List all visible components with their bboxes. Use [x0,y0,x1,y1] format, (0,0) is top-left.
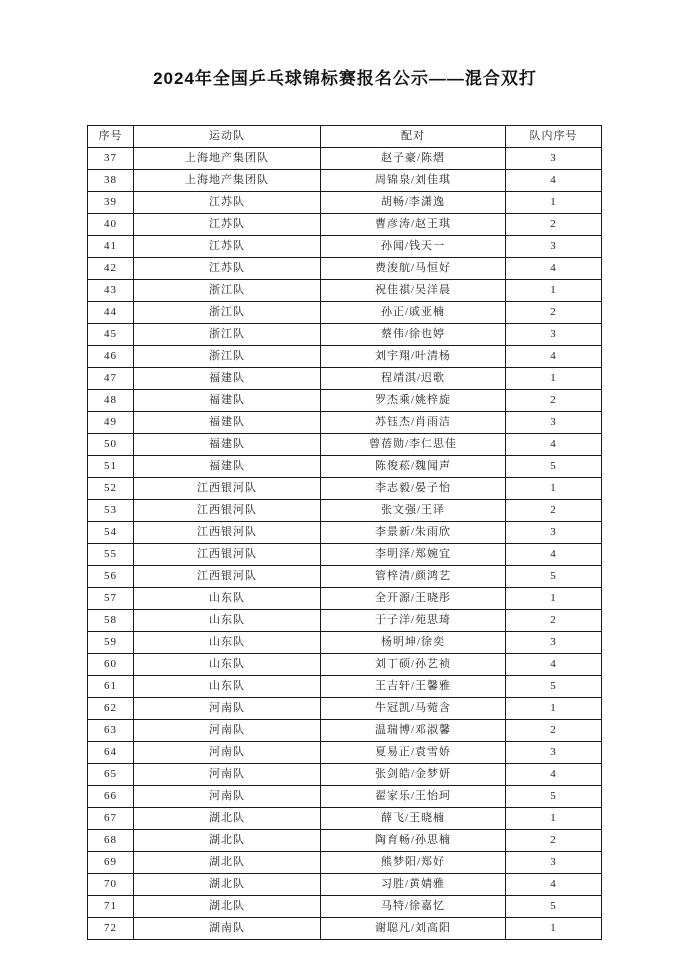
pairing-cell: 曾蓓勋/李仁思佳 [321,434,506,456]
pairing-cell: 罗杰乘/姚梓旋 [321,390,506,412]
serial-number-cell: 38 [88,170,134,192]
pairing-cell: 温瑞博/邓淑馨 [321,720,506,742]
registration-table [87,125,602,940]
team-cell: 福建队 [134,434,321,456]
pairing-cell: 孙闻/钱天一 [321,236,506,258]
team-cell: 浙江队 [134,324,321,346]
team-serial-cell: 1 [506,808,602,830]
team-cell: 浙江队 [134,280,321,302]
team-cell: 江西银河队 [134,500,321,522]
table-row [88,654,602,676]
table-row [88,258,602,280]
table-row [88,764,602,786]
pairing-cell: 张剑皓/金梦妍 [321,764,506,786]
team-cell: 山东队 [134,676,321,698]
serial-number-cell: 64 [88,742,134,764]
table-row [88,192,602,214]
team-serial-cell: 5 [506,786,602,808]
table-row [88,434,602,456]
serial-number-cell: 50 [88,434,134,456]
team-cell: 山东队 [134,588,321,610]
pairing-cell: 刘宇翔/叶清杨 [321,346,506,368]
table-row [88,302,602,324]
team-serial-cell: 5 [506,676,602,698]
pairing-cell: 于子洋/苑思琦 [321,610,506,632]
serial-number-cell: 55 [88,544,134,566]
team-serial-cell: 3 [506,632,602,654]
team-serial-cell: 4 [506,544,602,566]
serial-number-cell: 60 [88,654,134,676]
pairing-cell: 王吉轩/王馨雅 [321,676,506,698]
team-serial-cell: 3 [506,236,602,258]
serial-number-cell: 70 [88,874,134,896]
pairing-cell: 周锦泉/刘佳琪 [321,170,506,192]
pairing-cell: 李明泽/郑婉宜 [321,544,506,566]
team-cell: 河南队 [134,720,321,742]
serial-number-cell: 63 [88,720,134,742]
team-serial-cell: 3 [506,324,602,346]
team-serial-cell: 1 [506,588,602,610]
serial-number-cell: 71 [88,896,134,918]
team-cell: 江苏队 [134,214,321,236]
serial-number-cell: 65 [88,764,134,786]
team-cell: 福建队 [134,368,321,390]
team-serial-cell: 2 [506,500,602,522]
table-row [88,874,602,896]
team-cell: 河南队 [134,786,321,808]
team-cell: 福建队 [134,456,321,478]
team-serial-cell: 4 [506,434,602,456]
serial-number-cell: 44 [88,302,134,324]
team-cell: 江苏队 [134,192,321,214]
team-serial-cell: 3 [506,412,602,434]
serial-number-cell: 41 [88,236,134,258]
pairing-cell: 翟家乐/王怡珂 [321,786,506,808]
team-serial-cell: 2 [506,830,602,852]
team-cell: 福建队 [134,390,321,412]
serial-number-cell: 42 [88,258,134,280]
table-row [88,588,602,610]
pairing-cell: 陈俊菘/魏闻声 [321,456,506,478]
team-cell: 湖北队 [134,896,321,918]
pairing-cell: 张文强/王译 [321,500,506,522]
team-cell: 河南队 [134,764,321,786]
serial-number-cell: 48 [88,390,134,412]
pairing-cell: 熊梦阳/郑好 [321,852,506,874]
team-cell: 湖北队 [134,808,321,830]
team-cell: 山东队 [134,654,321,676]
table-row [88,148,602,170]
serial-number-cell: 66 [88,786,134,808]
team-cell: 山东队 [134,632,321,654]
pairing-cell: 牛冠凯/马菀含 [321,698,506,720]
team-cell: 江西银河队 [134,544,321,566]
serial-number-cell: 62 [88,698,134,720]
serial-number-cell: 58 [88,610,134,632]
table-row [88,456,602,478]
pairing-cell: 夏易正/袁雪娇 [321,742,506,764]
table-row [88,610,602,632]
serial-number-cell: 61 [88,676,134,698]
team-serial-cell: 1 [506,368,602,390]
team-cell: 江苏队 [134,236,321,258]
table-row [88,478,602,500]
table-row [88,566,602,588]
pairing-cell: 祝佳祺/吴洋晨 [321,280,506,302]
team-cell: 河南队 [134,698,321,720]
team-cell: 上海地产集团队 [134,170,321,192]
team-cell: 湖北队 [134,852,321,874]
table-row [88,896,602,918]
table-row [88,500,602,522]
team-cell: 浙江队 [134,346,321,368]
team-cell: 湖北队 [134,830,321,852]
pairing-cell: 赵子豪/陈熠 [321,148,506,170]
team-serial-cell: 5 [506,456,602,478]
serial-number-cell: 52 [88,478,134,500]
team-serial-cell: 3 [506,742,602,764]
team-serial-cell: 4 [506,764,602,786]
serial-number-cell: 57 [88,588,134,610]
serial-number-cell: 69 [88,852,134,874]
header-pairing: 配对 [321,126,506,148]
team-serial-cell: 5 [506,566,602,588]
pairing-cell: 苏钰杰/肖雨洁 [321,412,506,434]
table-row [88,368,602,390]
table-row [88,808,602,830]
serial-number-cell: 40 [88,214,134,236]
team-cell: 福建队 [134,412,321,434]
team-serial-cell: 2 [506,610,602,632]
pairing-cell: 蔡伟/徐也婷 [321,324,506,346]
table-row [88,852,602,874]
table-row [88,544,602,566]
pairing-cell: 李志毅/晏子怡 [321,478,506,500]
serial-number-cell: 67 [88,808,134,830]
team-serial-cell: 4 [506,170,602,192]
team-cell: 江西银河队 [134,566,321,588]
table-row [88,742,602,764]
team-serial-cell: 1 [506,280,602,302]
team-serial-cell: 2 [506,214,602,236]
pairing-cell: 曹彦涛/赵王琪 [321,214,506,236]
team-serial-cell: 1 [506,478,602,500]
serial-number-cell: 45 [88,324,134,346]
header-serial-number: 序号 [88,126,134,148]
page-title: 2024年全国乒乓球锦标赛报名公示——混合双打 [153,69,537,88]
team-serial-cell: 5 [506,896,602,918]
table-row [88,522,602,544]
team-cell: 河南队 [134,742,321,764]
team-cell: 浙江队 [134,302,321,324]
pairing-cell: 谢聪凡/刘高阳 [321,918,506,940]
team-serial-cell: 1 [506,698,602,720]
team-serial-cell: 2 [506,302,602,324]
table-row [88,236,602,258]
serial-number-cell: 59 [88,632,134,654]
team-cell: 山东队 [134,610,321,632]
team-serial-cell: 2 [506,390,602,412]
table-row [88,346,602,368]
pairing-cell: 习胜/黄婧雅 [321,874,506,896]
team-serial-cell: 3 [506,522,602,544]
pairing-cell: 孙正/戚亚楠 [321,302,506,324]
pairing-cell: 全开源/王晓彤 [321,588,506,610]
team-serial-cell: 1 [506,192,602,214]
serial-number-cell: 54 [88,522,134,544]
pairing-cell: 薛飞/王晓楠 [321,808,506,830]
header-team-serial: 队内序号 [506,126,602,148]
table-body [88,148,602,940]
team-serial-cell: 1 [506,918,602,940]
table-row [88,676,602,698]
team-cell: 江苏队 [134,258,321,280]
team-cell: 湖北队 [134,874,321,896]
team-serial-cell: 4 [506,258,602,280]
serial-number-cell: 56 [88,566,134,588]
serial-number-cell: 43 [88,280,134,302]
table-row [88,720,602,742]
header-team: 运动队 [134,126,321,148]
serial-number-cell: 46 [88,346,134,368]
table-row [88,170,602,192]
team-cell: 湖南队 [134,918,321,940]
pairing-cell: 杨明坤/徐奕 [321,632,506,654]
serial-number-cell: 39 [88,192,134,214]
pairing-cell: 胡畅/李潇逸 [321,192,506,214]
team-serial-cell: 3 [506,148,602,170]
team-serial-cell: 2 [506,720,602,742]
team-serial-cell: 3 [506,852,602,874]
table-row [88,830,602,852]
serial-number-cell: 37 [88,148,134,170]
table-row [88,632,602,654]
serial-number-cell: 53 [88,500,134,522]
table-row [88,280,602,302]
pairing-cell: 陶育畅/孙思楠 [321,830,506,852]
pairing-cell: 李景新/朱雨欣 [321,522,506,544]
serial-number-cell: 68 [88,830,134,852]
table-row [88,390,602,412]
team-serial-cell: 4 [506,346,602,368]
table-row [88,918,602,940]
pairing-cell: 费浚航/马恒好 [321,258,506,280]
pairing-cell: 管梓清/颜鸿艺 [321,566,506,588]
table-row [88,324,602,346]
pairing-cell: 马特/徐嘉忆 [321,896,506,918]
table-row [88,786,602,808]
pairing-cell: 程靖淇/迟歌 [321,368,506,390]
team-serial-cell: 4 [506,654,602,676]
table-row [88,214,602,236]
serial-number-cell: 49 [88,412,134,434]
team-cell: 上海地产集团队 [134,148,321,170]
table-row [88,698,602,720]
serial-number-cell: 51 [88,456,134,478]
team-serial-cell: 4 [506,874,602,896]
team-cell: 江西银河队 [134,522,321,544]
serial-number-cell: 72 [88,918,134,940]
serial-number-cell: 47 [88,368,134,390]
pairing-cell: 刘丁硕/孙艺祯 [321,654,506,676]
table-header-row [88,126,602,148]
team-cell: 江西银河队 [134,478,321,500]
table-row [88,412,602,434]
